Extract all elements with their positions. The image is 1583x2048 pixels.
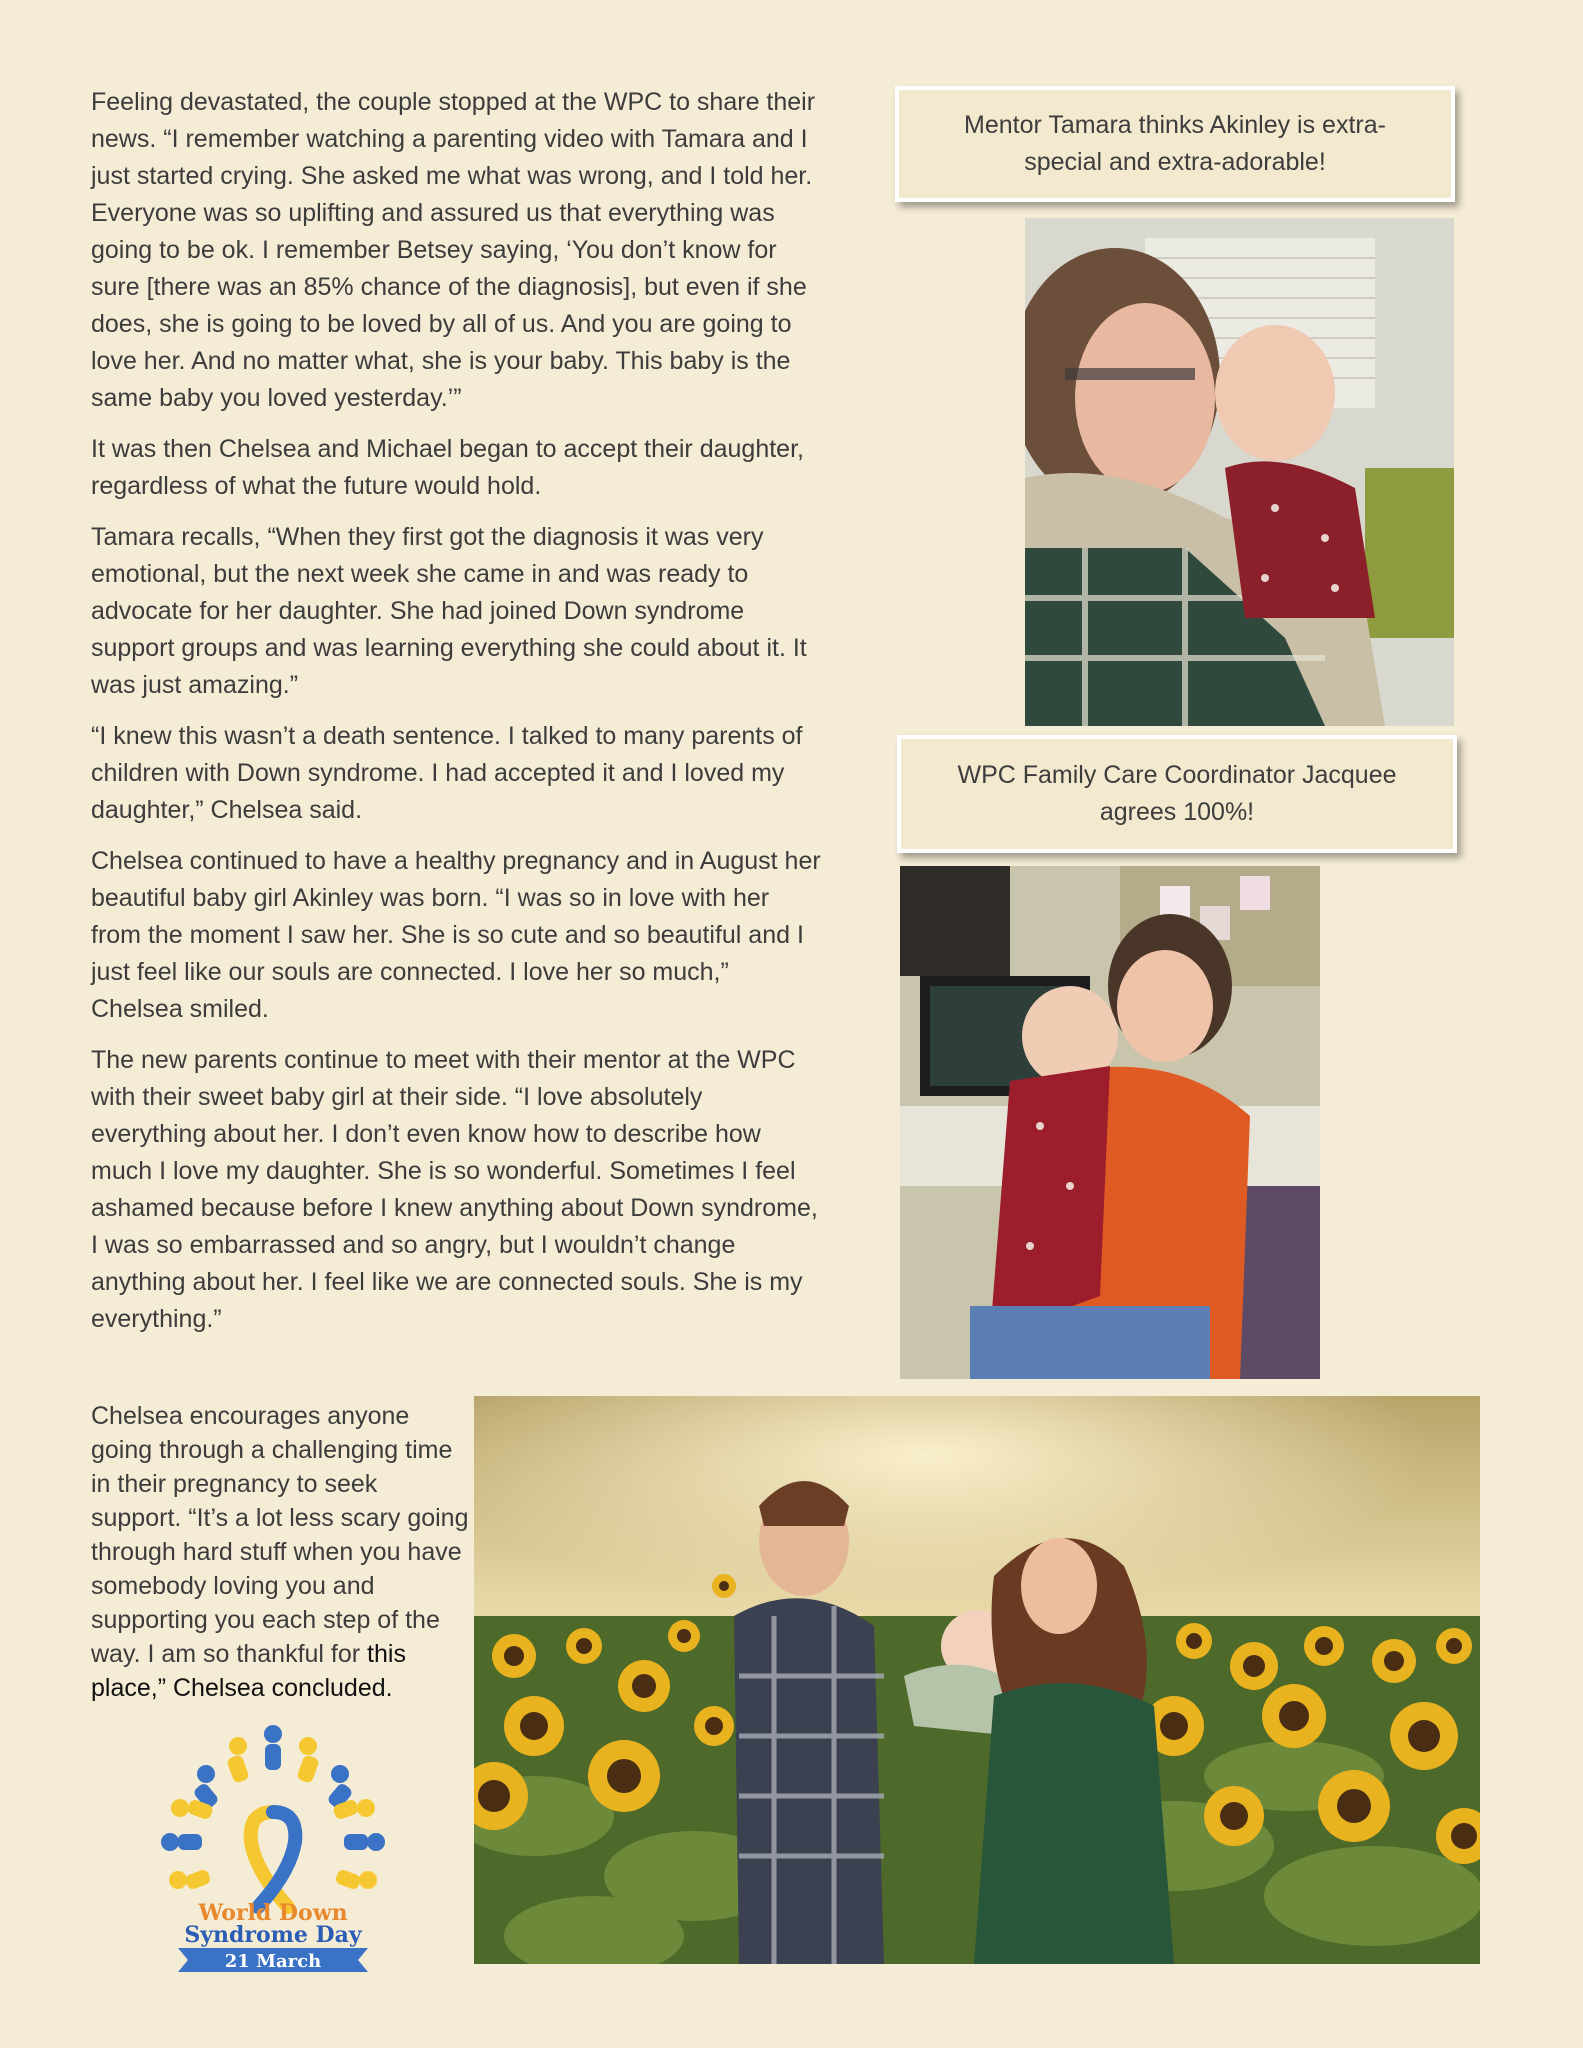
photo-coordinator-with-baby — [900, 866, 1320, 1379]
paragraph-6: The new parents continue to meet with their mentor at the WPC with their sweet baby girl at their side. “I love absolutely everything about her. I don’t even know how to describe how much I love my daughter. She is so wonderful. Sometimes I feel ashamed because before I knew anything about Down syndrome, I was so embarrassed and so angry, but I wouldn’t change anything about her. I feel like we are connected souls. She is my everything.” — [91, 1046, 818, 1333]
paragraph-3: Tamara recalls, “When they first got the diagnosis it was very emotional, but the next week she came in and was ready to advocate for her daughter. She had joined Down syndrome support groups and was learning everything she could about it. It was just amazing.” — [91, 523, 807, 699]
paragraph-5: Chelsea continued to have a healthy pregnancy and in August her beautiful baby girl Akinley was born. “I was so in love with her from the moment I saw her. She is so cute and so beautiful and I just feel like our souls are connected. I love her so much,” Chelsea smiled. — [91, 847, 821, 1023]
photo-caption-coordinator — [897, 735, 1457, 853]
caption-text: Mentor Tamara thinks Akinley is extra-special and extra-adorable! — [964, 111, 1386, 176]
caption-text: WPC Family Care Coordinator Jacquee agrees 100%! — [957, 761, 1397, 826]
closing-paragraph — [91, 1399, 471, 1705]
photo-family-sunflower-field — [474, 1396, 1480, 1964]
closing-paragraph-text: Chelsea encourages anyone going through a challenging time in their pregnancy to seek support. “It’s a lot less scary going through hard stuff when you have somebody loving you and supporting you each step of the way. I am so thankful for — [91, 1402, 469, 1668]
logo-line-1: World Down — [198, 1900, 348, 1926]
photo-mentor-with-baby — [1025, 218, 1454, 726]
paragraph-4: “I knew this wasn’t a death sentence. I talked to many parents of children with Down syndrome. I had accepted it and I loved my daughter,” Chelsea said. — [91, 722, 803, 824]
awareness-ribbon-icon — [251, 1812, 296, 1907]
paragraph-1: Feeling devastated, the couple stopped at the WPC to share their news. “I remember watching a parenting video with Tamara and I just started crying. She asked me what was wrong, and I told her. Everyone was so uplifting and assured us that everything was going to be ok. I remember Betsey saying, ‘You don’t know for sure [there was an 85% chance of the diagnosis], but even if she does, she is going to be loved by all of us. And you are going to love her. And no matter what, she is your baby. This baby is the same baby you loved yesterday.’” — [91, 88, 816, 412]
article-body — [91, 84, 821, 1352]
paragraph-2: It was then Chelsea and Michael began to accept their daughter, regardless of what the future would hold. — [91, 435, 804, 500]
photo-caption-mentor — [895, 86, 1455, 202]
logo-line-3: 21 March — [224, 1951, 322, 1972]
closing-paragraph-tail: this place,” Chelsea concluded. — [91, 1640, 406, 1702]
logo-line-2: Syndrome Day — [184, 1922, 362, 1948]
world-down-syndrome-day-logo — [148, 1722, 398, 1978]
